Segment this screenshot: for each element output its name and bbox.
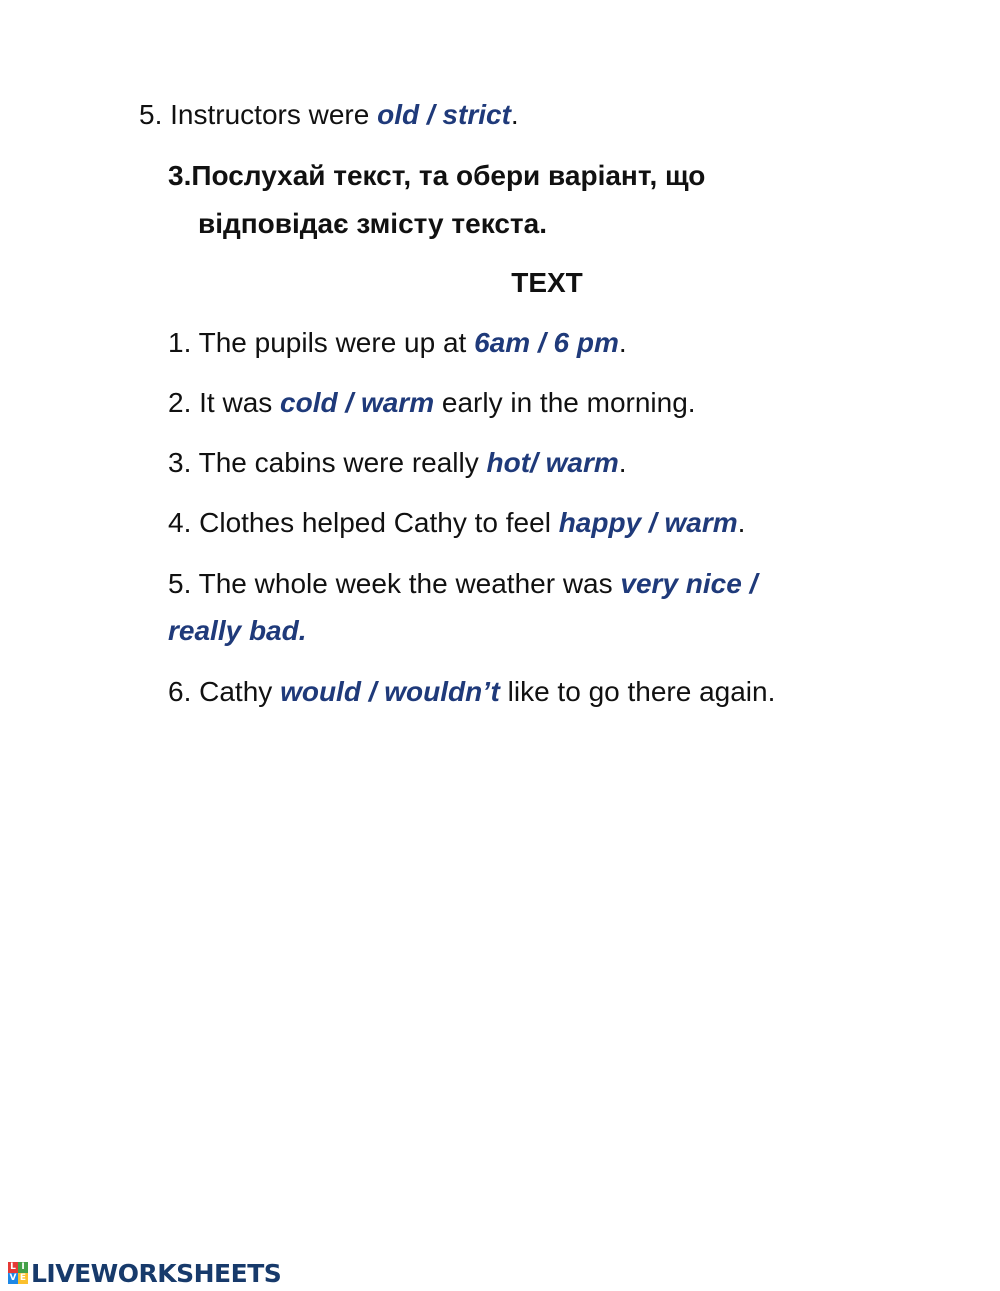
prev-item-prefix: 5. Instructors were	[139, 99, 378, 130]
text-label: TEXT	[511, 267, 583, 298]
task-heading-line2: відповідає змісту текста.	[198, 208, 547, 239]
item-choice[interactable]: would / wouldn’t	[280, 676, 500, 707]
item-prefix: 2. It was	[168, 387, 281, 418]
item-1	[168, 326, 627, 360]
item-5-continuation	[168, 614, 307, 648]
item-2	[168, 386, 696, 420]
item-choice[interactable]: happy / warm	[558, 507, 738, 538]
item-3	[168, 446, 627, 480]
item-prefix: 5. The whole week the weather was	[168, 568, 621, 599]
item-choice[interactable]: cold / warm	[280, 387, 435, 418]
item-suffix: .	[737, 507, 746, 538]
prev-item-suffix: .	[510, 99, 519, 130]
prev-item-choice[interactable]: old / strict	[377, 99, 511, 130]
item-choice[interactable]: hot/ warm	[486, 447, 619, 478]
item-suffix: early in the morning.	[434, 387, 696, 418]
prev-item-line	[139, 98, 519, 132]
logo-text: LIVEWORKSHEETS	[31, 1258, 282, 1288]
item-choice[interactable]: very nice /	[620, 568, 758, 599]
task-heading-line1: 3.Послухай текст, та обери варіант, що	[168, 160, 706, 191]
logo-mark-icon	[8, 1262, 28, 1284]
logo-tile-i: I	[18, 1262, 28, 1273]
item-choice[interactable]: really bad.	[168, 615, 307, 646]
logo-tile-v: V	[9, 1273, 17, 1283]
logo-tile-l: L	[8, 1262, 18, 1273]
item-suffix: .	[618, 327, 627, 358]
item-prefix: 1. The pupils were up at	[168, 327, 475, 358]
item-suffix: .	[618, 447, 627, 478]
item-4	[168, 506, 745, 540]
item-suffix: like to go there again.	[499, 676, 776, 707]
item-prefix: 4. Clothes helped Cathy to feel	[168, 507, 559, 538]
item-prefix: 6. Cathy	[168, 676, 281, 707]
item-prefix: 3. The cabins were really	[168, 447, 487, 478]
item-6	[168, 675, 775, 709]
item-choice[interactable]: 6am / 6 pm	[474, 327, 619, 358]
logo-tile-e: E	[19, 1273, 27, 1283]
item-5	[168, 567, 757, 601]
liveworksheets-logo	[8, 1258, 281, 1288]
